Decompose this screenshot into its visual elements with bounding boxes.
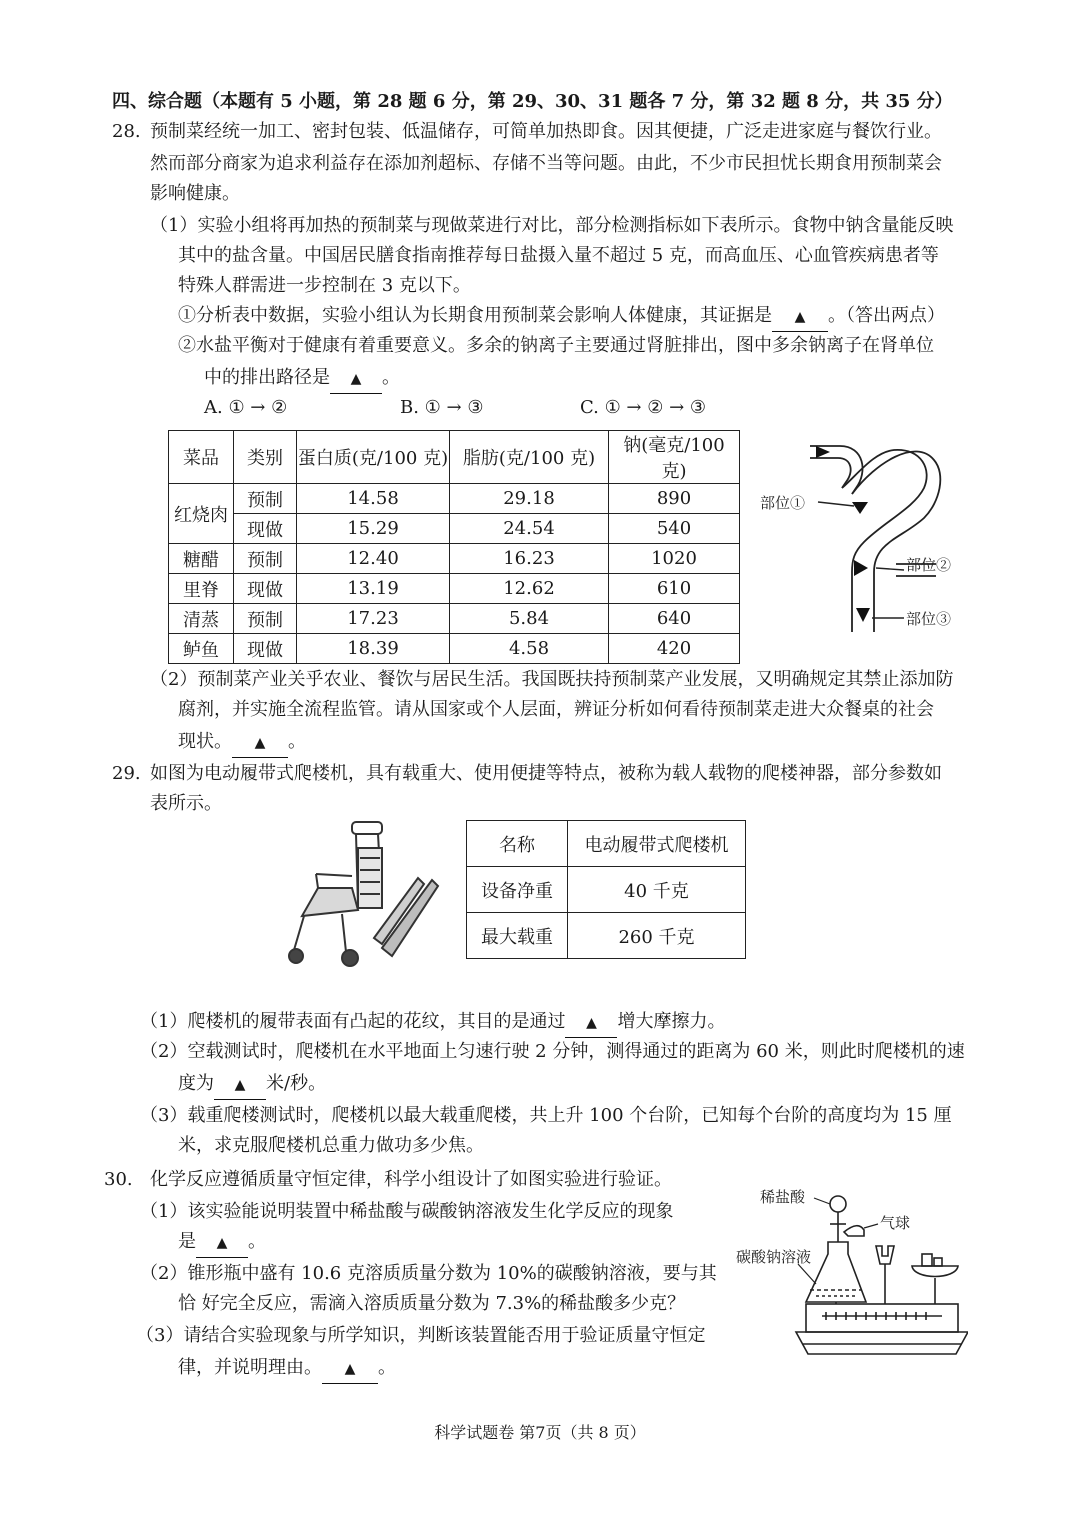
q28-part2-end: 。 xyxy=(288,731,306,752)
q30-part1-line2 xyxy=(178,1228,266,1258)
q29-number: 29. xyxy=(112,763,141,784)
q28-part1-line1: （1）实验小组将再加热的预制菜与现做菜进行对比，部分检测指标如下表所示。食物中钠含量能反映 xyxy=(150,215,954,236)
q30-part2-line2: 恰 好完全反应，需滴入溶质质量分数为 7.3%的稀盐酸多少克？ xyxy=(178,1293,686,1314)
q29-part3-line2: 米，求克服爬楼机总重力做功多少焦。 xyxy=(178,1135,484,1156)
table-cell-dish: 清蒸 xyxy=(169,604,234,634)
q29-part3-line1: （3）载重爬楼测试时，爬楼机以最大载重爬楼，共上升 100 个台阶，已知每个台阶的高度均为 15 厘 xyxy=(140,1105,952,1126)
q29-part2-text: 度为 xyxy=(178,1073,214,1094)
table-cell: 预制 xyxy=(234,484,297,514)
q28-sub1 xyxy=(178,302,945,332)
q28-part1-line2: 其中的盐含量。中国居民膳食指南推荐每日盐摄入量不超过 5 克，而高血压、心血管疾病患者等 xyxy=(178,245,939,266)
table-cell: 4.58 xyxy=(450,634,609,664)
table-cell: 14.58 xyxy=(297,484,450,514)
q28-option-a: A. ① → ② xyxy=(204,397,288,418)
table-cell: 5.84 xyxy=(450,604,609,634)
table-cell: 18.39 xyxy=(297,634,450,664)
label-acid: 稀盐酸 xyxy=(760,1188,806,1206)
table-cell: 预制 xyxy=(234,544,297,574)
table-row xyxy=(467,913,746,959)
table-cell: 540 xyxy=(609,514,740,544)
table-header: 蛋白质(克/100 克) xyxy=(297,431,450,484)
q28-sub2-text: 中的排出路径是 xyxy=(204,367,330,388)
label-part2: 部位② xyxy=(906,556,952,574)
q28-part1-line3: 特殊人群需进一步控制在 3 克以下。 xyxy=(178,275,471,296)
q30-part3-end: 。 xyxy=(378,1357,396,1378)
table-cell-dish: 里脊 xyxy=(169,574,234,604)
table-cell: 16.23 xyxy=(450,544,609,574)
table-cell: 1020 xyxy=(609,544,740,574)
table-header: 类别 xyxy=(234,431,297,484)
q28-number: 28. xyxy=(112,121,141,142)
q28-stem-line1: 预制菜经统一加工、密封包装、低温储存，可简单加热即食。因其便捷，广泛走进家庭与餐饮行业。 xyxy=(150,121,942,142)
table-row xyxy=(169,484,740,514)
q28-part2-line2: 腐剂，并实施全流程监管。请从国家或个人层面，辨证分析如何看待预制菜走进大众餐桌的社会 xyxy=(178,699,934,720)
table-cell: 13.19 xyxy=(297,574,450,604)
nephron-tubule-outline xyxy=(810,446,940,632)
q28-sub2-line1: ②水盐平衡对于健康有着重要意义。多余的钠离子主要通过肾脏排出，图中多余钠离子在肾单位 xyxy=(178,335,934,356)
answer-blank[interactable]: ▲ xyxy=(214,1070,266,1100)
answer-blank[interactable]: ▲ xyxy=(565,1008,617,1038)
table-cell: 12.40 xyxy=(297,544,450,574)
table-row xyxy=(467,821,746,867)
table-row xyxy=(169,544,740,574)
answer-blank[interactable]: ▲ xyxy=(196,1228,248,1258)
nephron-diagram xyxy=(756,432,976,647)
balance-experiment-diagram xyxy=(736,1184,968,1374)
q29-param-table xyxy=(466,820,746,959)
table-header: 钠(毫克/100 克) xyxy=(609,431,740,484)
q30-part1-text: 是 xyxy=(178,1231,196,1252)
q28-sub2-line2 xyxy=(204,364,400,394)
table-cell: 12.62 xyxy=(450,574,609,604)
table-cell: 40 千克 xyxy=(568,867,746,913)
table-row xyxy=(169,574,740,604)
table-cell: 420 xyxy=(609,634,740,664)
label-solution: 碳酸钠溶液 xyxy=(736,1248,812,1266)
section-title: 四、综合题（本题有 5 小题，第 28 题 6 分，第 29、30、31 题各 7 分，第 32 题 8 分，共 35 分） xyxy=(112,91,953,112)
table-cell: 现做 xyxy=(234,634,297,664)
q29-part1 xyxy=(140,1008,725,1038)
q28-sub1-note: 。（答出两点） xyxy=(828,305,945,326)
q28-part2-line1: （2）预制菜产业关乎农业、餐饮与居民生活。我国既扶持预制菜产业发展，又明确规定其禁止添加防 xyxy=(150,669,954,690)
table-cell-dish: 红烧肉 xyxy=(169,484,234,544)
table-cell: 260 千克 xyxy=(568,913,746,959)
q29-part2-line2 xyxy=(178,1070,326,1100)
table-row xyxy=(169,634,740,664)
q29-stem-line1: 如图为电动履带式爬楼机，具有载重大、使用便捷等特点，被称为载人载物的爬楼神器，部分参数如 xyxy=(150,763,942,784)
label-balloon: 气球 xyxy=(880,1214,911,1232)
table-cell: 17.23 xyxy=(297,604,450,634)
page-footer: 科学试题卷 第7页（共 8 页） xyxy=(434,1423,646,1442)
table-cell: 24.54 xyxy=(450,514,609,544)
table-cell: 29.18 xyxy=(450,484,609,514)
q30-part3-line2 xyxy=(178,1354,396,1384)
table-cell: 设备净重 xyxy=(467,867,568,913)
stair-climber-illustration xyxy=(282,818,442,978)
table-cell: 640 xyxy=(609,604,740,634)
table-row xyxy=(169,514,740,544)
q29-part2-unit: 米/秒。 xyxy=(266,1073,327,1094)
q28-option-c: C. ① → ② → ③ xyxy=(580,397,707,418)
table-cell: 890 xyxy=(609,484,740,514)
table-cell: 15.29 xyxy=(297,514,450,544)
label-part1: 部位① xyxy=(760,494,806,512)
table-cell-dish: 糖醋 xyxy=(169,544,234,574)
table-header-row xyxy=(169,431,740,484)
label-part3: 部位③ xyxy=(906,610,952,628)
answer-blank[interactable]: ▲ xyxy=(330,364,382,394)
q30-part3-line1: （3）请结合实验现象与所学知识，判断该装置能否用于验证质量守恒定 xyxy=(136,1325,706,1346)
table-row xyxy=(467,867,746,913)
q30-part3-text: 律，并说明理由。 xyxy=(178,1357,322,1378)
q30-part2-line1: （2）锥形瓶中盛有 10.6 克溶质质量分数为 10%的碳酸钠溶液，要与其 xyxy=(140,1263,717,1284)
q29-part1-end: 增大摩擦力。 xyxy=(617,1011,726,1032)
table-cell: 最大载重 xyxy=(467,913,568,959)
q29-part1-text: （1）爬楼机的履带表面有凸起的花纹，其目的是通过 xyxy=(140,1011,566,1032)
table-cell: 预制 xyxy=(234,604,297,634)
q28-part2-text: 现状。 xyxy=(178,731,232,752)
q29-stem-line2: 表所示。 xyxy=(150,793,222,814)
table-cell: 610 xyxy=(609,574,740,604)
q30-part1-line1: （1）该实验能说明装置中稀盐酸与碳酸钠溶液发生化学反应的现象 xyxy=(140,1201,674,1222)
q28-stem-line3: 影响健康。 xyxy=(150,183,240,204)
q28-stem-line2: 然而部分商家为追求利益存在添加剂超标、存储不当等问题。由此，不少市民担忧长期食用预制菜会 xyxy=(150,153,942,174)
answer-blank[interactable]: ▲ xyxy=(772,302,828,332)
q28-sub2-end: 。 xyxy=(382,367,400,388)
q28-part2-line3 xyxy=(178,728,306,758)
table-cell: 现做 xyxy=(234,574,297,604)
q30-number: 30. xyxy=(104,1169,133,1190)
stair-climber-icon xyxy=(289,822,438,966)
q29-part2-line1: （2）空载测试时，爬楼机在水平地面上匀速行驶 2 分钟，测得通过的距离为 60 米，则此时爬楼机的速 xyxy=(140,1041,965,1062)
q28-option-b: B. ① → ③ xyxy=(400,397,484,418)
table-cell: 名称 xyxy=(467,821,568,867)
answer-blank[interactable]: ▲ xyxy=(322,1354,378,1384)
answer-blank[interactable]: ▲ xyxy=(232,728,288,758)
q28-data-table xyxy=(168,430,740,664)
table-cell-dish: 鲈鱼 xyxy=(169,634,234,664)
q30-part1-end: 。 xyxy=(248,1231,266,1252)
table-cell: 电动履带式爬楼机 xyxy=(568,821,746,867)
table-row xyxy=(169,604,740,634)
table-header: 菜品 xyxy=(169,431,234,484)
q30-stem: 化学反应遵循质量守恒定律，科学小组设计了如图实验进行验证。 xyxy=(150,1169,672,1190)
q28-sub1-text: ①分析表中数据，实验小组认为长期食用预制菜会影响人体健康，其证据是 xyxy=(178,305,772,326)
table-header: 脂肪(克/100 克) xyxy=(450,431,609,484)
table-cell: 现做 xyxy=(234,514,297,544)
